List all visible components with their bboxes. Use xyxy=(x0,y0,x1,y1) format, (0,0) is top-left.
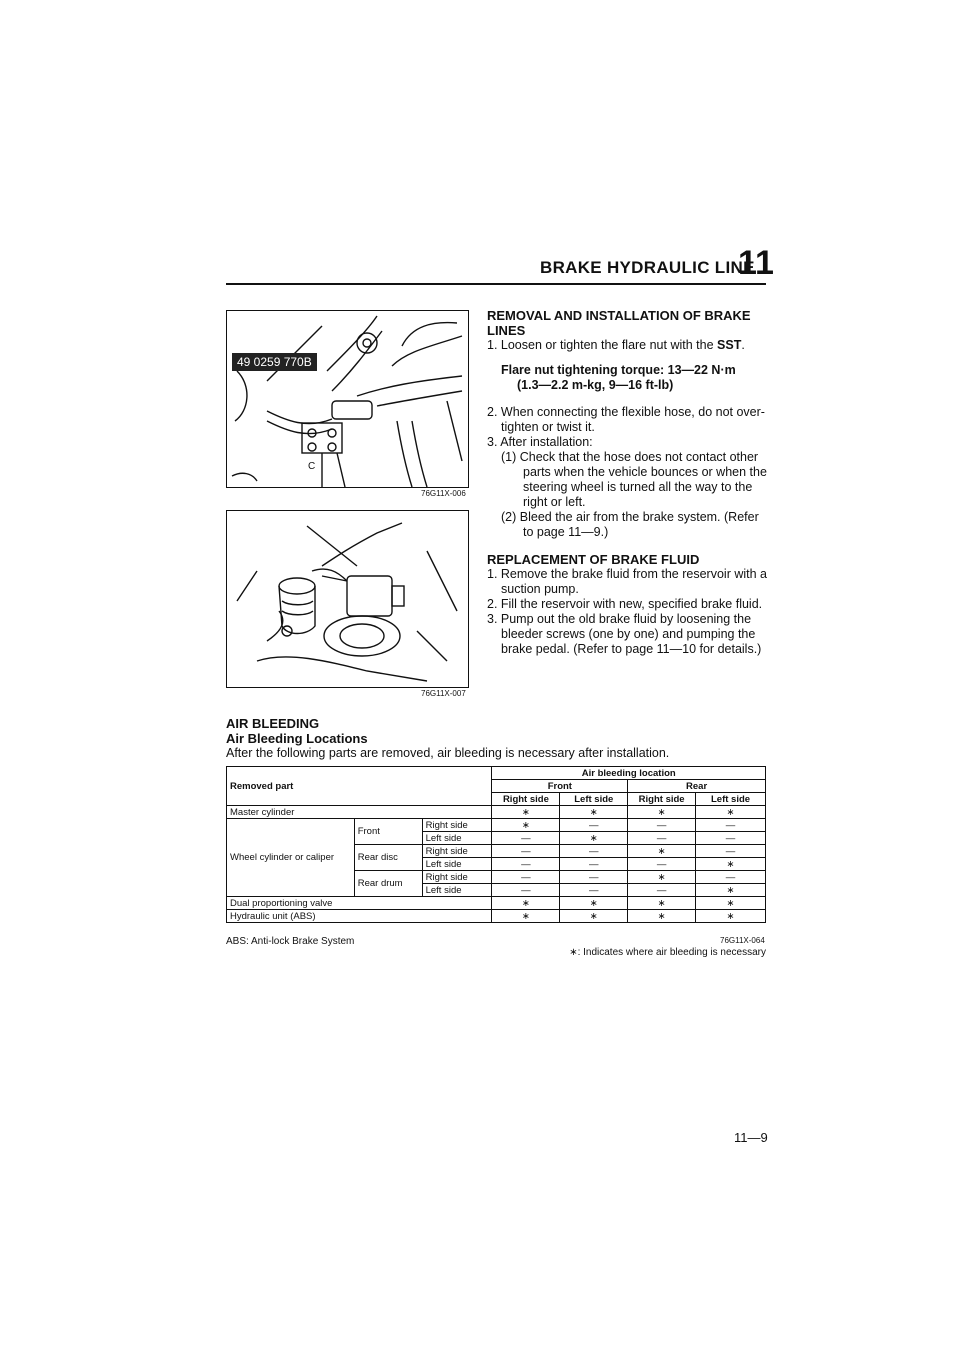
torque-spec-line2: (1.3—2.2 m-kg, 9—16 ft-lb) xyxy=(517,378,674,392)
cell: ∗ xyxy=(696,910,766,923)
replacement-section xyxy=(487,552,767,657)
figure-brake-fluid xyxy=(226,510,469,688)
cell: — xyxy=(560,884,628,897)
chapter-number: 11 xyxy=(738,244,774,282)
header-front-right: Right side xyxy=(492,793,560,806)
cell: ∗ xyxy=(696,806,766,819)
table-row xyxy=(227,910,766,923)
cell: — xyxy=(560,845,628,858)
cell: ∗ xyxy=(560,832,628,845)
cell: ∗ xyxy=(560,806,628,819)
legend-footnote: ∗: Indicates where air bleeding is necessary xyxy=(569,947,766,958)
header-rear-right: Right side xyxy=(628,793,696,806)
cell: — xyxy=(492,832,560,845)
torque-spec-line1: Flare nut tightening torque: 13—22 N·m xyxy=(501,363,736,377)
header-front: Front xyxy=(492,780,628,793)
removal-title: REMOVAL AND INSTALLATION OF BRAKE LINES xyxy=(487,308,751,338)
header-removed-part: Removed part xyxy=(227,767,492,806)
replacement-step-2: 2. Fill the reservoir with new, specified brake fluid. xyxy=(487,597,763,611)
replacement-step-3: 3. Pump out the old brake fluid by loosening the bleeder screws (one by one) and pumping the brake pedal. (Refer to page 11—10 for details.) xyxy=(487,612,762,656)
cell: ∗ xyxy=(696,884,766,897)
figure-flare-nut xyxy=(226,310,469,488)
cell: — xyxy=(696,819,766,832)
header-rear-left: Left side xyxy=(696,793,766,806)
replacement-step-1: 1. Remove the brake fluid from the reservoir with a suction pump. xyxy=(487,567,767,596)
reservoir-illustration xyxy=(227,511,468,687)
cell: ∗ xyxy=(628,845,696,858)
air-bleeding-intro: After the following parts are removed, air bleeding is necessary after installation. xyxy=(226,746,670,760)
air-bleeding-title: AIR BLEEDING xyxy=(226,716,320,731)
side-label: Right side xyxy=(422,871,492,884)
cell: — xyxy=(492,858,560,871)
cell: ∗ xyxy=(492,910,560,923)
header-rear: Rear xyxy=(628,780,766,793)
sst-label: SST xyxy=(717,338,742,352)
table-header-row xyxy=(227,767,766,780)
cell: — xyxy=(628,819,696,832)
air-bleeding-section xyxy=(226,716,771,761)
removal-step-1 xyxy=(487,338,767,353)
air-bleeding-subtitle: Air Bleeding Locations xyxy=(226,731,368,746)
side-label: Right side xyxy=(422,819,492,832)
cell: — xyxy=(628,858,696,871)
cell: — xyxy=(492,871,560,884)
removal-sub-1: (1) Check that the hose does not contact other parts when the vehicle bounces or when the steering wheel is turned all the way to the right or left. xyxy=(501,450,767,509)
cell: ∗ xyxy=(492,806,560,819)
air-bleeding-table xyxy=(226,766,766,923)
cell: ∗ xyxy=(628,871,696,884)
side-label: Left side xyxy=(422,832,492,845)
cell: ∗ xyxy=(628,806,696,819)
side-label: Left side xyxy=(422,884,492,897)
step1-text: 1. Loosen or tighten the flare nut with the xyxy=(487,338,718,352)
header-title: BRAKE HYDRAULIC LINE xyxy=(540,258,755,277)
header-rule xyxy=(226,283,766,285)
cell: — xyxy=(560,819,628,832)
cell: ∗ xyxy=(696,897,766,910)
table-code: 76G11X-064 xyxy=(720,936,765,945)
cell: — xyxy=(492,845,560,858)
group-label: Rear drum xyxy=(354,871,422,897)
group-label: Rear disc xyxy=(354,845,422,871)
header-air-location: Air bleeding location xyxy=(492,767,766,780)
cell: — xyxy=(560,871,628,884)
tool-number-label: 49 0259 770B xyxy=(232,353,317,371)
cell: — xyxy=(696,832,766,845)
table-row xyxy=(227,897,766,910)
page-number: 11—9 xyxy=(734,1130,768,1145)
cell: — xyxy=(628,832,696,845)
row-label: Master cylinder xyxy=(227,806,492,819)
table-row xyxy=(227,806,766,819)
cell: ∗ xyxy=(628,910,696,923)
flare-nut-illustration xyxy=(227,311,468,487)
cell: ∗ xyxy=(696,858,766,871)
cell: — xyxy=(628,884,696,897)
removal-step-2: 2. When connecting the flexible hose, do not over-tighten or twist it. xyxy=(487,405,765,434)
step1-end: . xyxy=(741,338,745,352)
cell: ∗ xyxy=(560,897,628,910)
replacement-title: REPLACEMENT OF BRAKE FLUID xyxy=(487,552,700,567)
cell: ∗ xyxy=(628,897,696,910)
figure-letter-c: C xyxy=(308,461,316,472)
row-label: Wheel cylinder or caliper xyxy=(227,819,355,897)
header-front-left: Left side xyxy=(560,793,628,806)
figure-code-1: 76G11X-006 xyxy=(421,489,466,498)
cell: — xyxy=(492,884,560,897)
side-label: Left side xyxy=(422,858,492,871)
table-row xyxy=(227,819,766,832)
removal-step-3: 3. After installation: xyxy=(487,435,593,449)
removal-sub-2: (2) Bleed the air from the brake system. (Refer to page 11—9.) xyxy=(501,510,759,539)
cell: — xyxy=(696,845,766,858)
cell: ∗ xyxy=(492,897,560,910)
row-label: Dual proportioning valve xyxy=(227,897,492,910)
removal-section xyxy=(487,308,767,540)
figure-code-2: 76G11X-007 xyxy=(421,689,466,698)
cell: — xyxy=(560,858,628,871)
side-label: Right side xyxy=(422,845,492,858)
abs-footnote: ABS: Anti-lock Brake System xyxy=(226,936,355,947)
cell: ∗ xyxy=(492,819,560,832)
cell: ∗ xyxy=(560,910,628,923)
row-label: Hydraulic unit (ABS) xyxy=(227,910,492,923)
group-label: Front xyxy=(354,819,422,845)
cell: — xyxy=(696,871,766,884)
